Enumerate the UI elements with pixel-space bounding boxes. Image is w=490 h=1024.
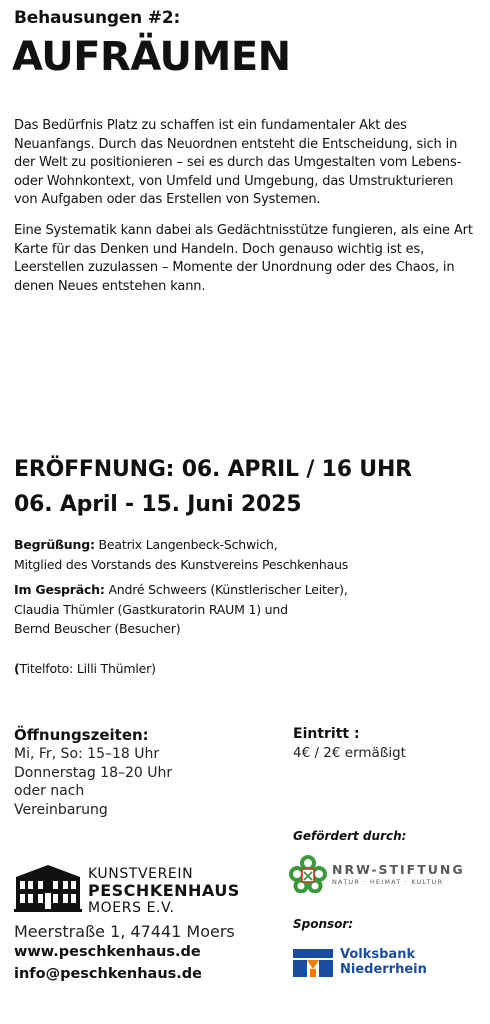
talk-participant-1: André Schweers (Künstlerischer Leiter), [104, 582, 348, 597]
volksbank-name-line2: Niederrhein [340, 962, 427, 977]
nrw-stiftung-name: NRW-STIFTUNG [332, 862, 465, 877]
opening-hours-title: Öffnungszeiten: [14, 726, 149, 744]
photo-credit [14, 661, 156, 676]
volksbank-name-line1: Volksbank [340, 947, 416, 962]
opening-hours-line: oder nach [14, 783, 85, 799]
funded-by-label: Gefördert durch: [293, 829, 407, 843]
nrw-stiftung-logo [332, 862, 465, 886]
opening-hours-line: Donnerstag 18–20 Uhr [14, 764, 173, 781]
nrw-stiftung-tagline: NATUR · HEIMAT · KULTUR [332, 878, 444, 886]
logo-line-kunstverein: KUNSTVEREIN [88, 866, 194, 882]
welcome-info [14, 535, 476, 574]
nrw-stiftung-logo-icon [288, 855, 328, 893]
page-title: AUFRÄUMEN [12, 34, 291, 80]
admission-price: 4€ / 2€ ermäßigt [293, 745, 406, 761]
volksbank-logo-icon [293, 949, 333, 977]
opening-hours [14, 745, 172, 819]
opening-hours-line: Vereinbarung [14, 801, 108, 818]
volksbank-logo [340, 947, 427, 977]
welcome-speaker-role: Mitglied des Vorstands des Kunstvereins Peschkenhaus [14, 556, 349, 572]
talk-label: Im Gespräch: [14, 582, 105, 597]
series-kicker: Behausungen #2: [14, 8, 181, 28]
photo-credit-paren: ( [14, 661, 20, 676]
opening-hours-line: Mi, Fr, So: 15–18 Uhr [14, 746, 160, 762]
talk-participant-2: Claudia Thümler (Gastkuratorin RAUM 1) und [14, 601, 288, 617]
intro-paragraph-2: Eine Systematik kann dabei als Gedächtnisstütze fungieren, als eine Art Karte für das Denken und Handeln. Doch genauso wichtig ist es, Leerstellen zuzulassen – Momente der Unordnung oder des Chaos, in denen Neues entstehen kann. [14, 223, 473, 294]
photo-credit-text: Titelfoto: Lilli Thümler) [19, 661, 156, 676]
intro-paragraph-1: Das Bedürfnis Platz zu schaffen ist ein fundamentaler Akt des Neuanfangs. Durch das Neuordnen entsteht die Entscheidung, sich in der Welt zu positionieren – sei es durch das Umgestalten vom Lebens- oder Wohnkontext, von Umfeld und Umgebung, das Umstrukturieren von Aufgaben oder das Erstellen von Systemen. [14, 118, 462, 207]
address: Meerstraße 1, 47441 Moers [14, 922, 235, 941]
website-link[interactable]: www.peschkenhaus.de [14, 944, 201, 960]
talk-participant-3: Bernd Beuscher (Besucher) [14, 621, 181, 636]
logo-line-peschkenhaus: PESCHKENHAUS [88, 881, 240, 900]
sponsor-label: Sponsor: [293, 917, 354, 931]
welcome-speaker: Beatrix Langenbeck-Schwich, [94, 537, 278, 552]
peschkenhaus-logo-text [88, 866, 240, 916]
talk-info [14, 580, 476, 639]
admission-title: Eintritt : [293, 726, 360, 742]
logo-line-moers: MOERS E.V. [88, 900, 175, 916]
exhibition-dates: 06. April - 15. Juni 2025 [14, 492, 302, 517]
email-link[interactable]: info@peschkenhaus.de [14, 966, 203, 982]
welcome-label: Begrüßung: [14, 537, 95, 552]
peschkenhaus-building-logo-icon [14, 864, 82, 912]
opening-heading: ERÖFFNUNG: 06. APRIL / 16 UHR [14, 457, 412, 482]
